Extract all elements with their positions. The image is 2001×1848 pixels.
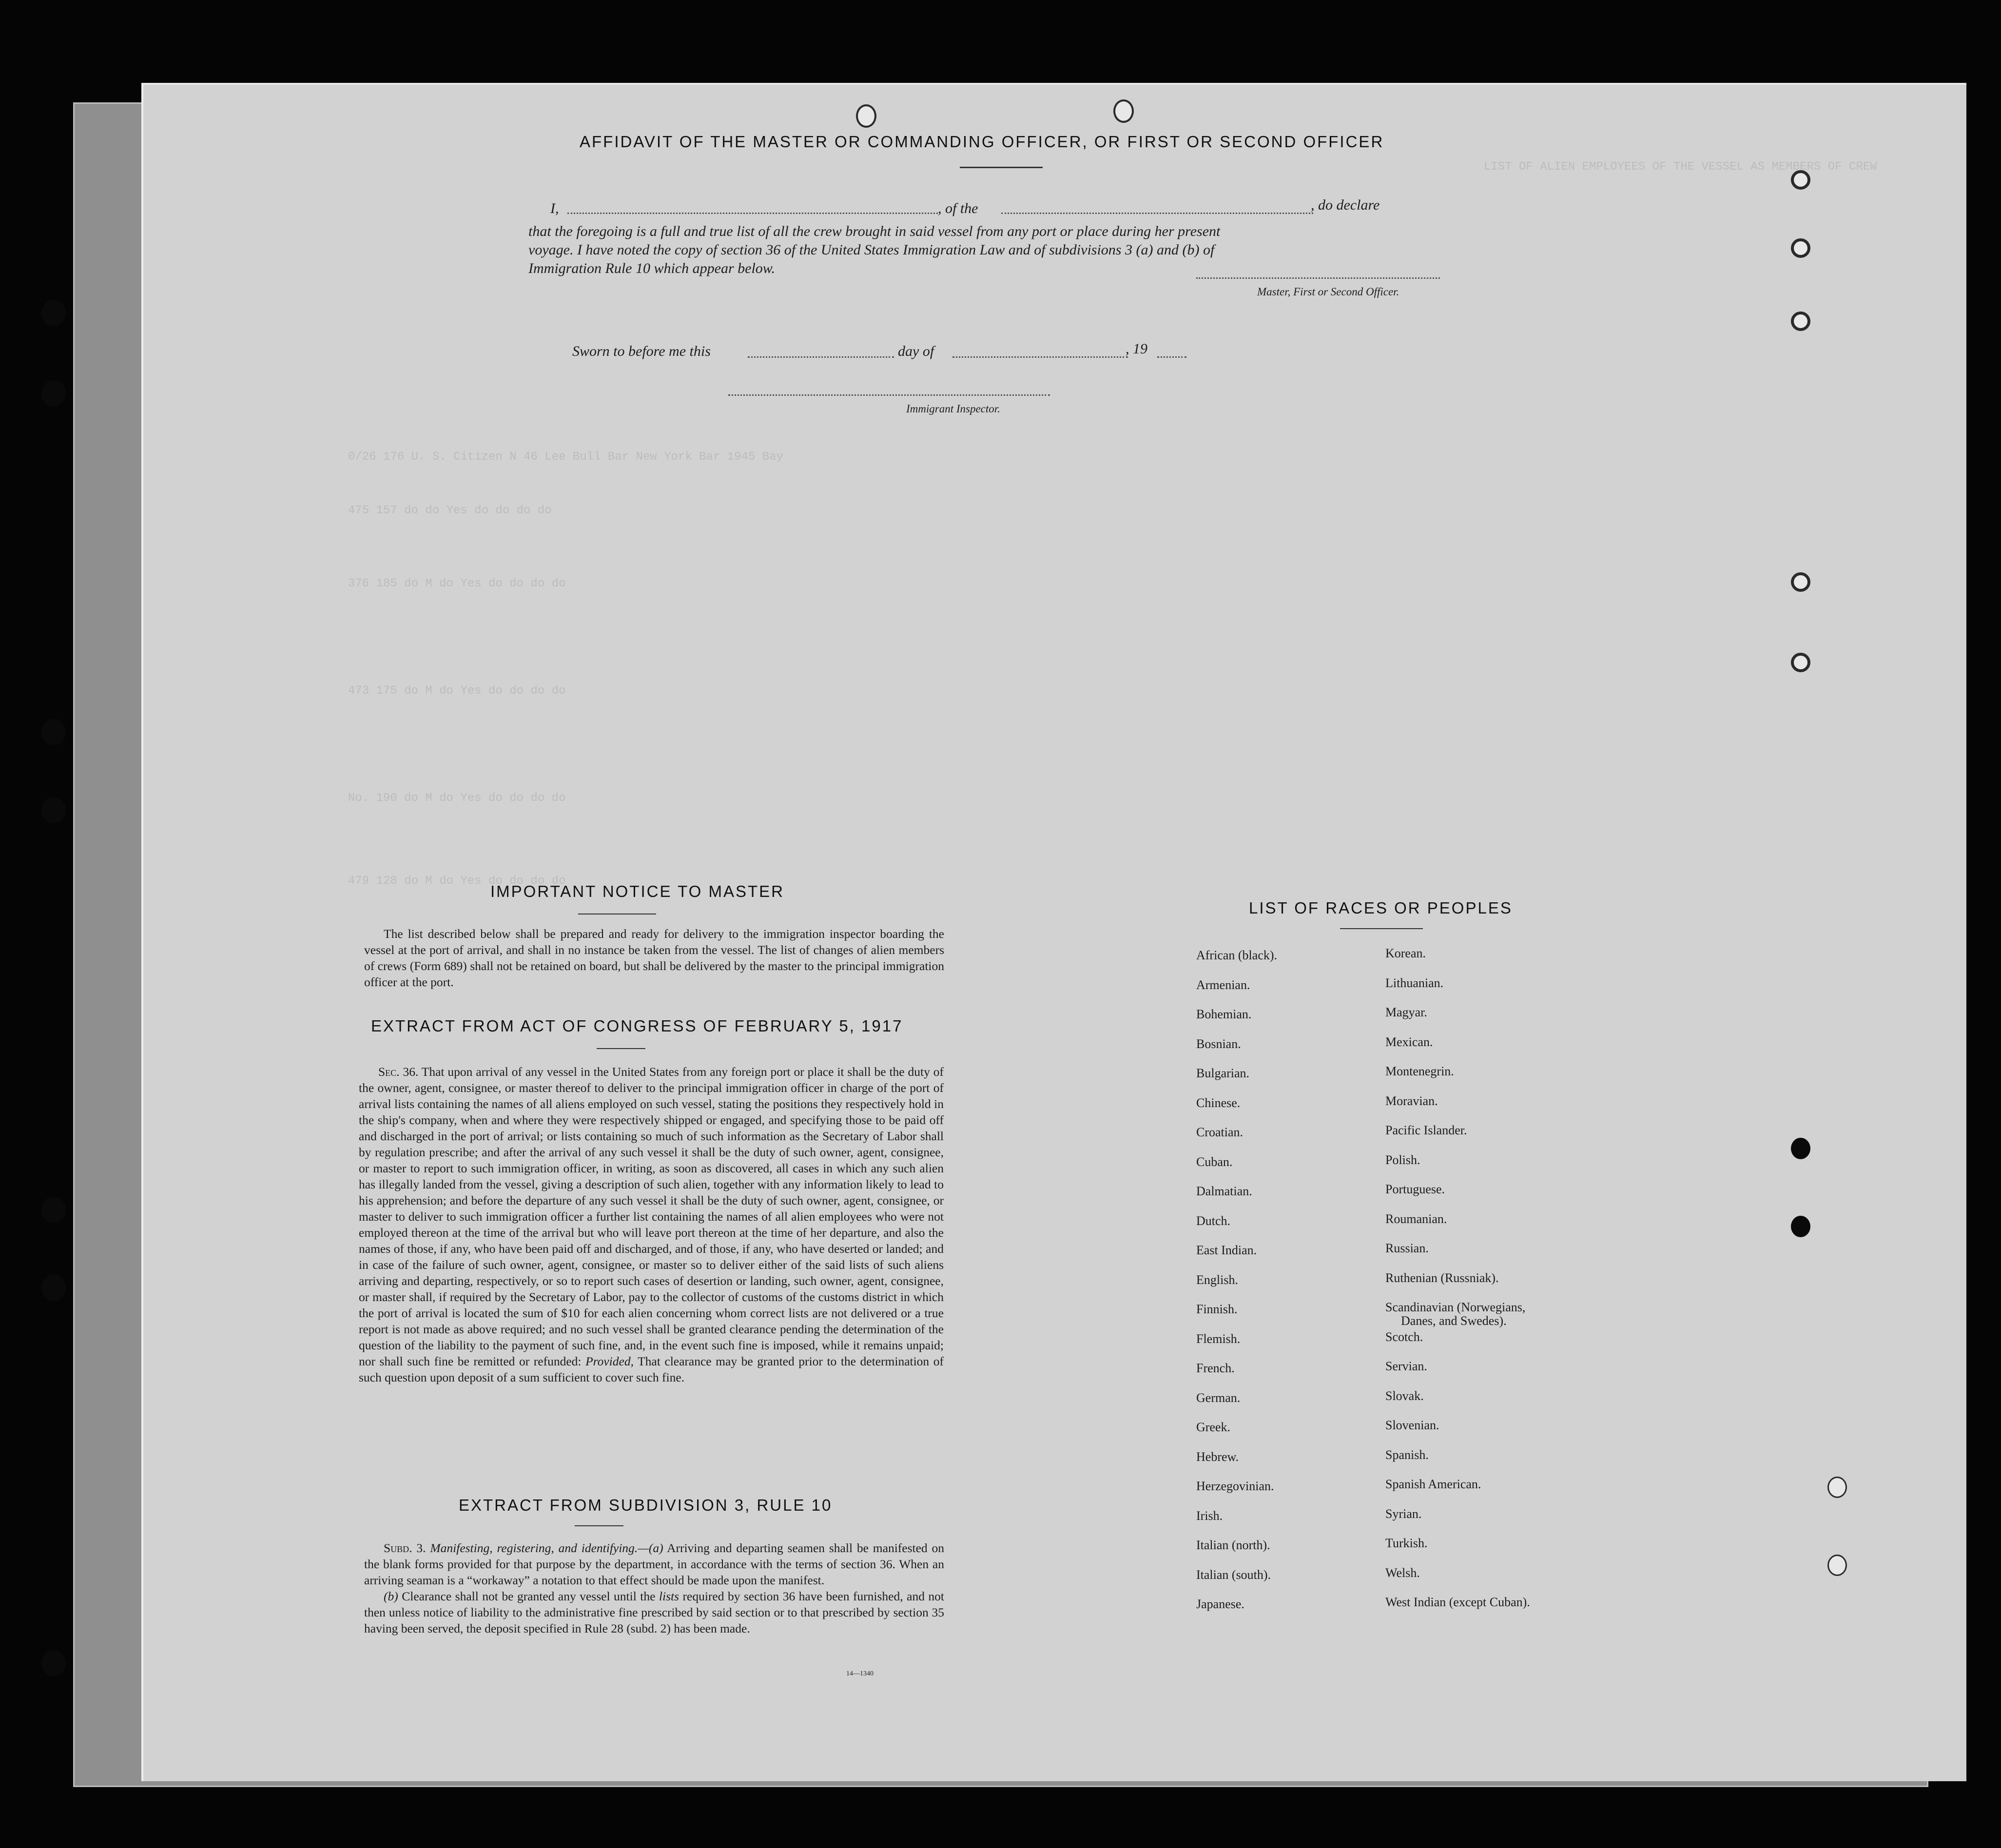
- punch-hole: [1827, 1555, 1847, 1576]
- act-underline: [597, 1048, 645, 1049]
- race-item: Japanese.: [1196, 1597, 1244, 1611]
- race-item: Magyar.: [1385, 1005, 1427, 1019]
- race-item: Mexican.: [1385, 1034, 1433, 1049]
- subd-a-text: Arriving and departing seamen shall be manifested on the blank forms provided for that purpose by the department, in accordance with the terms of section 36. When an arriving seaman is a “workaway” a notation to that effect should be made upon the manifest.: [364, 1541, 945, 1587]
- name-blank: [567, 213, 938, 214]
- race-item: Italian (north).: [1196, 1538, 1270, 1552]
- act-text: [359, 1064, 944, 1385]
- race-item: Bohemian.: [1196, 1007, 1252, 1021]
- rule-underline: [575, 1525, 623, 1526]
- vessel-blank: [1001, 213, 1313, 214]
- punch-hole: [41, 797, 66, 823]
- race-item: Flemish.: [1196, 1331, 1241, 1346]
- day-of-text: day of: [898, 343, 934, 359]
- race-item: Welsh.: [1385, 1565, 1420, 1580]
- bleed-through-text: No. 190 do M do Yes do do do do: [348, 792, 566, 805]
- race-item: Roumanian.: [1385, 1211, 1447, 1226]
- affidavit-i: I,: [550, 200, 559, 216]
- subd-b-label: (b): [384, 1589, 398, 1603]
- punch-hole: [41, 1650, 66, 1676]
- punch-hole: [1791, 572, 1810, 592]
- subd-title: Manifesting, registering, and identifying.: [430, 1541, 638, 1555]
- affidavit-of-the: , of the: [938, 200, 978, 216]
- bleed-through-text: 376 185 do M do Yes do do do do: [348, 577, 566, 590]
- race-item: English.: [1196, 1272, 1238, 1287]
- race-item: Greek.: [1196, 1420, 1231, 1434]
- inspector-signature-blank: [728, 394, 1050, 396]
- bleed-through-text: LIST OF ALIEN EMPLOYEES OF THE VESSEL AS MEMBERS OF CREW: [1484, 160, 1877, 174]
- form-number: 14—1340: [846, 1670, 874, 1677]
- manifest-page: [141, 83, 1966, 1781]
- notice-title: IMPORTANT NOTICE TO MASTER: [490, 882, 785, 900]
- day-blank: [748, 356, 894, 358]
- sec-36-text-end: That clearance may be granted prior to the determination of such question upon deposit of a sum sufficient to cover such fine.: [359, 1354, 944, 1384]
- punch-hole: [41, 1197, 66, 1223]
- race-item: Bosnian.: [1196, 1036, 1241, 1051]
- inspector-label: Immigrant Inspector.: [906, 403, 1000, 415]
- affidavit-do-declare: , do declare: [1311, 197, 1380, 213]
- act-paragraph: [359, 1064, 944, 1385]
- subd-b-lists: lists: [659, 1589, 680, 1603]
- affidavit-line-2: voyage. I have noted the copy of section 36 of the United States Immigration Law and of subdivisions 3 (a) and (b) of: [528, 242, 1215, 258]
- race-item: Polish.: [1385, 1152, 1420, 1167]
- punch-hole: [1791, 311, 1810, 331]
- race-item: African (black).: [1196, 948, 1278, 962]
- subd-b-text-2: required by section 36 have been furnished, and not then unless notice of liability to the administrative fine prescribed by said section or to that prescribed by section 35 having been served, the deposit specified in Rule 28 (subd. 2) has been made.: [364, 1589, 945, 1635]
- sec-36-text: 36. That upon arrival of any vessel in the United States from any foreign port or place it shall be the duty of the owner, agent, consignee, or master thereof to deliver to the principal immigration officer in charge of the port of arrival lists containing the names of all aliens employed on such vessel, stating the positions they respectively hold in the ship's company, when and where they were respectively shipped or engaged, and specifying those to be paid off and discharged in the port of arrival; or lists containing so much of such information as the Secretary of Labor shall by regulation prescribe; and after the arrival of any such vessel it shall be the duty of such owner, agent, consignee, or master to report to such immigration officer, in writing, as soon as discovered, all cases in which any such alien has illegally landed from the vessel, giving a description of such alien, together with any information likely to lead to his apprehension; and before the departure of any such vessel it shall be the duty of such owner, agent, consignee, or master to deliver to such immigration officer a further list containing the names of all alien employees who were not employed thereon at the time of the arrival but who will leave port thereon at the time of her departure, and also the names of those, if any, who have been paid off and discharged, and of those, if any, who have deserted or landed; and in case of the failure of such owner, agent, consignee, or master so to deliver either of the said lists of such aliens arriving and departing, respectively, or so to report such cases of desertion or landing, such owner, agent, consignee, or master shall, if required by the Secretary of Labor, pay to the collector of customs of the customs district in which the port of arrival is located the sum of $10 for each alien concerning whom correct lists are not delivered or a true report is not made as above required; and no such vessel shall be granted clearance pending the determination of the question of the liability to the payment of such fine, and, in the event such fine is imposed, while it remains unpaid; nor shall such fine be remitted or refunded:: [359, 1065, 944, 1368]
- punch-hole: [41, 380, 66, 407]
- notice-text: [364, 926, 944, 990]
- race-item: Danes, and Swedes).: [1401, 1314, 1507, 1328]
- race-item: Irish.: [1196, 1508, 1223, 1523]
- race-item: Scandinavian (Norwegians,: [1385, 1300, 1526, 1314]
- race-item: Cuban.: [1196, 1154, 1233, 1169]
- race-item: Turkish.: [1385, 1536, 1428, 1550]
- race-item: Dalmatian.: [1196, 1184, 1252, 1198]
- bleed-through-text: 475 157 do do Yes do do do do: [348, 504, 552, 517]
- punch-hole: [1791, 238, 1810, 258]
- affidavit-title: AFFIDAVIT OF THE MASTER OR COMMANDING OFFICER, OR FIRST OR SECOND OFFICER: [580, 133, 1384, 151]
- notice-paragraph: The list described below shall be prepared and ready for delivery to the immigration inspector boarding the vessel at the port of arrival, and shall in no instance be taken from the vessel. The list of changes of alien members of crews (Form 689) shall not be retained on board, but shall be delivered by the master to the principal immigration officer at the port.: [364, 927, 944, 989]
- race-item: Russian.: [1385, 1241, 1429, 1255]
- race-item: Korean.: [1385, 946, 1426, 960]
- signature-blank: [1196, 277, 1440, 279]
- race-item: Syrian.: [1385, 1506, 1422, 1521]
- subd-label: Subd. 3.: [384, 1541, 426, 1555]
- race-item: Italian (south).: [1196, 1567, 1271, 1582]
- race-item: Ruthenian (Russniak).: [1385, 1270, 1499, 1285]
- sworn-text: Sworn to before me this: [572, 343, 711, 359]
- bleed-through-text: 0/26 176 U. S. Citizen N 46 Lee Bull Bar New York Bar 1945 Bay: [348, 450, 783, 464]
- race-item: East Indian.: [1196, 1243, 1257, 1257]
- race-item: Dutch.: [1196, 1213, 1231, 1228]
- races-underline: [1340, 928, 1423, 929]
- title-underline: [960, 167, 1043, 168]
- race-item: Chinese.: [1196, 1095, 1241, 1110]
- race-item: Scotch.: [1385, 1329, 1423, 1344]
- subd-b-text-1: Clearance shall not be granted any vessel until the: [402, 1589, 656, 1603]
- punch-hole: [1113, 99, 1134, 123]
- signature-label: Master, First or Second Officer.: [1257, 286, 1399, 298]
- affidavit-line-3: Immigration Rule 10 which appear below.: [528, 260, 776, 276]
- race-item: Hebrew.: [1196, 1449, 1239, 1464]
- race-item: Slovak.: [1385, 1388, 1424, 1403]
- race-item: Slovenian.: [1385, 1418, 1439, 1432]
- sec-label: Sec.: [378, 1065, 400, 1079]
- punch-hole: [41, 719, 66, 745]
- races-title: LIST OF RACES OR PEOPLES: [1249, 899, 1513, 917]
- punch-hole: [1791, 653, 1810, 672]
- punch-hole: [41, 300, 66, 326]
- affidavit-line-1: that the foregoing is a full and true list of all the crew brought in said vessel from any port or place during her present: [528, 223, 1221, 239]
- race-item: Finnish.: [1196, 1302, 1238, 1316]
- race-item: Pacific Islander.: [1385, 1123, 1467, 1137]
- punch-hole: [1827, 1477, 1847, 1498]
- race-item: German.: [1196, 1390, 1241, 1405]
- subd-b-paragraph: [364, 1588, 944, 1636]
- subd-a-label: —(a): [638, 1541, 663, 1555]
- provided-label: Provided,: [585, 1354, 634, 1368]
- race-item: Spanish American.: [1385, 1477, 1481, 1491]
- race-item: Montenegrin.: [1385, 1064, 1454, 1078]
- rule-text: [364, 1540, 944, 1636]
- race-item: Portuguese.: [1385, 1182, 1445, 1196]
- race-item: Bulgarian.: [1196, 1066, 1250, 1080]
- punch-hole: [1791, 1138, 1810, 1159]
- rule-title: EXTRACT FROM SUBDIVISION 3, RULE 10: [459, 1496, 833, 1514]
- subd-a-paragraph: [364, 1540, 944, 1588]
- race-item: Spanish.: [1385, 1447, 1429, 1462]
- punch-hole: [856, 104, 876, 128]
- year-blank: [1157, 356, 1186, 358]
- year-text: , 19: [1126, 341, 1147, 357]
- race-item: West Indian (except Cuban).: [1385, 1595, 1530, 1609]
- race-item: Croatian.: [1196, 1125, 1243, 1139]
- race-item: Servian.: [1385, 1359, 1427, 1373]
- bleed-through-text: 473 175 do M do Yes do do do do: [348, 684, 566, 698]
- race-item: Armenian.: [1196, 977, 1250, 992]
- race-item: French.: [1196, 1361, 1235, 1375]
- punch-hole: [41, 1275, 66, 1301]
- race-item: Moravian.: [1385, 1093, 1438, 1108]
- month-blank: [952, 356, 1128, 358]
- race-item: Herzegovinian.: [1196, 1479, 1274, 1493]
- bleed-through-text: 479 128 do M do Yes do do do do: [348, 875, 566, 888]
- punch-hole: [1791, 1216, 1810, 1237]
- act-title: EXTRACT FROM ACT OF CONGRESS OF FEBRUARY 5, 1917: [371, 1017, 903, 1035]
- race-item: Lithuanian.: [1385, 975, 1444, 990]
